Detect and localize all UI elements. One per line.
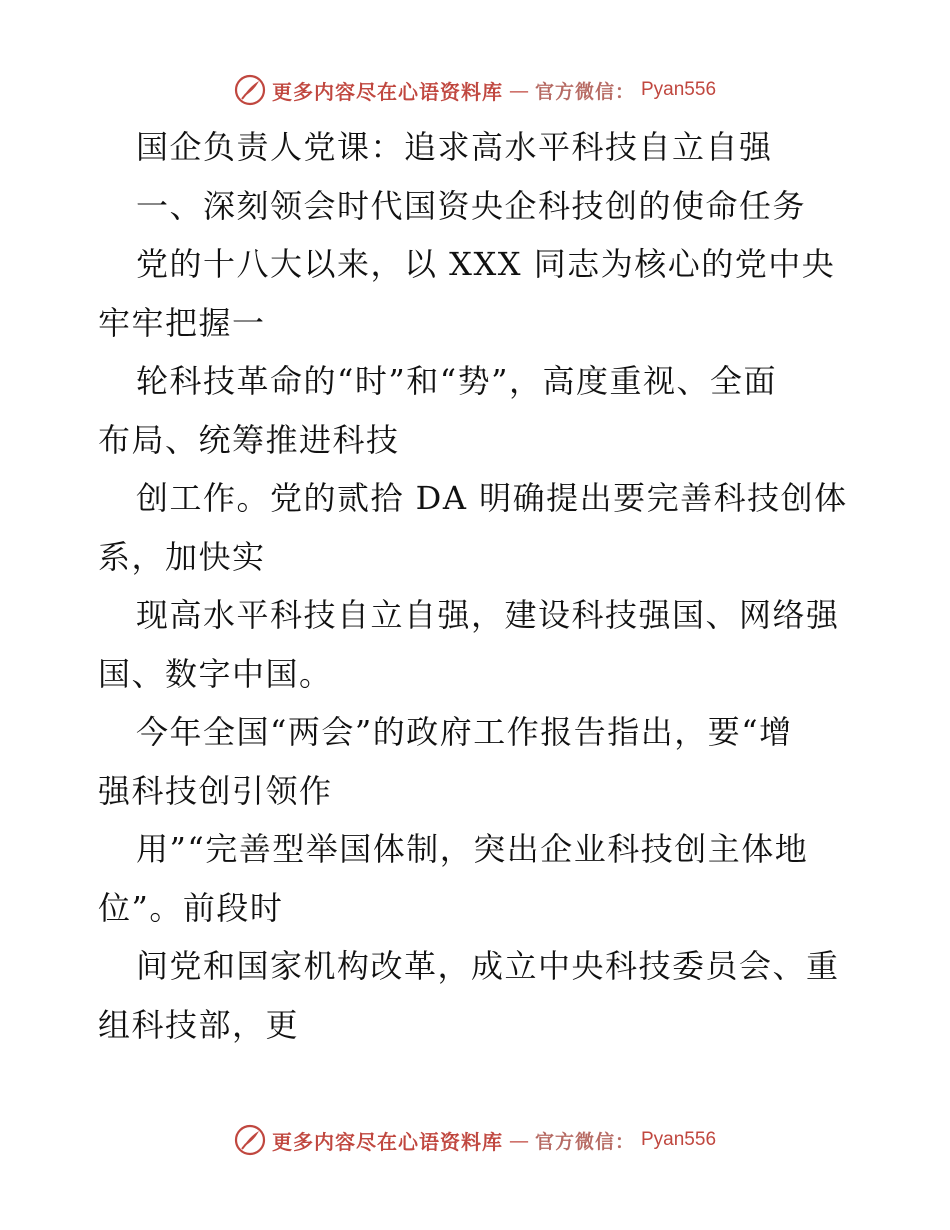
paragraph-line: 布局、统筹推进科技 bbox=[98, 420, 400, 459]
watermark-site-text: 更多内容尽在心语资料库 bbox=[271, 79, 503, 104]
watermark-dash: — bbox=[508, 1128, 529, 1152]
watermark-wechat-label: 官方微信： bbox=[534, 80, 635, 103]
paragraph-line: 轮科技革命的“时”和“势”，高度重视、全面 bbox=[136, 362, 777, 400]
paragraph-line: 用”“完善型举国体制，突出企业科技创主体地 bbox=[136, 830, 809, 868]
paragraph-line: 强科技创引领作 bbox=[98, 771, 333, 810]
paragraph-line: 现高水平科技自立自强，建设科技强国、网络强 bbox=[136, 596, 840, 634]
watermark-wechat-id: Pyan556 bbox=[641, 79, 717, 100]
paragraph-line: 今年全国“两会”的政府工作报告指出，要“增 bbox=[136, 713, 793, 751]
paragraph-line: 间党和国家机构改革，成立中央科技委员会、重 bbox=[136, 947, 840, 985]
watermark-site-text: 更多内容尽在心语资料库 bbox=[271, 1129, 503, 1154]
quill-pen-logo-icon bbox=[234, 1124, 266, 1156]
quill-pen-logo-icon bbox=[234, 74, 266, 106]
watermark-wechat-label: 官方微信： bbox=[534, 1130, 635, 1153]
document-body bbox=[98, 118, 858, 1054]
watermark-dash: — bbox=[508, 78, 529, 102]
paragraph-line: 位”。前段时 bbox=[98, 888, 284, 927]
paragraph-line: 系，加快实 bbox=[98, 537, 266, 576]
watermark-wechat-id: Pyan556 bbox=[641, 1129, 717, 1150]
document-title: 国企负责人党课：追求高水平科技自立自强 bbox=[136, 128, 773, 166]
header-watermark bbox=[0, 70, 950, 110]
section-heading: 一、深刻领会时代国资央企科技创的使命任务 bbox=[136, 186, 807, 225]
footer-watermark bbox=[0, 1120, 950, 1160]
paragraph-line: 国、数字中国。 bbox=[98, 654, 333, 693]
paragraph-line: 牢牢把握一 bbox=[98, 303, 266, 342]
paragraph-line: 组科技部，更 bbox=[98, 1005, 300, 1044]
paragraph-line: 党的十八大以来，以 XXX 同志为核心的党中央 bbox=[136, 245, 836, 283]
paragraph-line: 创工作。党的贰拾 DA 明确提出要完善科技创体 bbox=[136, 479, 848, 517]
